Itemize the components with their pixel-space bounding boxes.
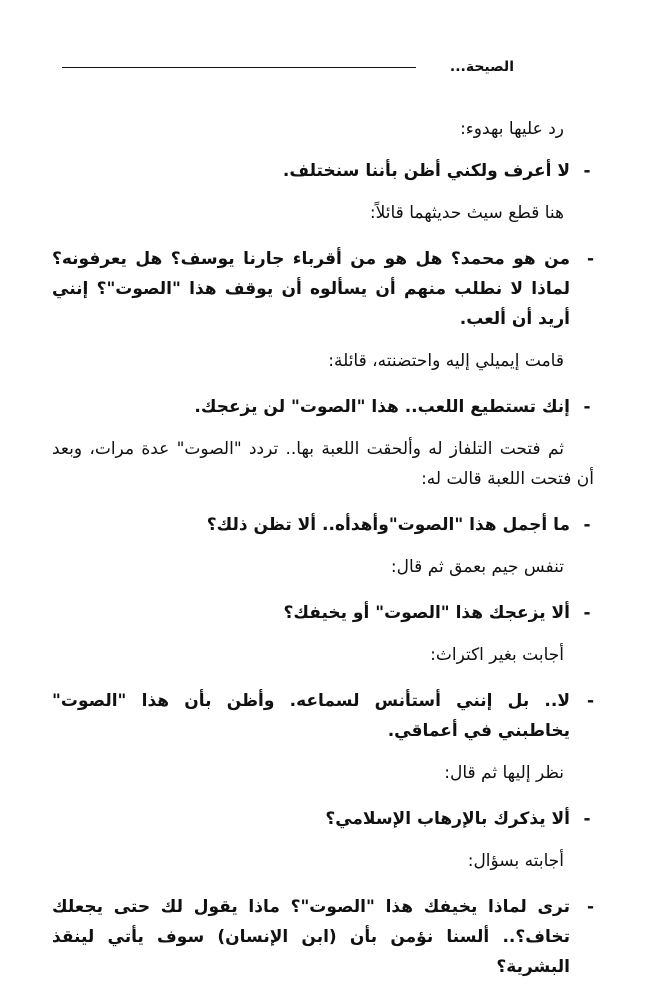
dialogue-text: إنك تستطيع اللعب.. هذا "الصوت" لن يزعجك. (194, 397, 570, 417)
narration-line: هنا قطع سيث حديثهما قائلاً: (369, 203, 564, 223)
narration-line: أجابت بغير اكتراث: (430, 645, 564, 665)
dialogue-dash: - (583, 161, 591, 181)
running-header (62, 58, 514, 82)
dialogue-text: ترى لماذا يخيفك هذا "الصوت"؟ ماذا يقول لك حتى يجعلك تخاف؟.. ألسنا نؤمن بأن (ابن الإنسان) سوف يأتي لينقذ البشرية؟ (52, 897, 570, 977)
page-body (52, 114, 594, 982)
dialogue-text: ألا يذكرك بالإرهاب الإسلامي؟ (325, 809, 570, 829)
dialogue-dash: - (586, 691, 594, 711)
dialogue-line (52, 686, 594, 746)
dialogue-line (52, 244, 594, 334)
dialogue-line (52, 598, 594, 628)
header-title: الصيحة... (449, 59, 514, 75)
dialogue-dash: - (583, 397, 591, 417)
narration-paragraph: ثم فتحت التلفاز له وألحقت اللعبة بها.. تردد "الصوت" عدة مرات، وبعد أن فتحت اللعبة قالت له: (52, 439, 594, 489)
dialogue-line (52, 892, 594, 982)
dialogue-dash: - (583, 515, 591, 535)
dialogue-text: ما أجمل هذا "الصوت"وأهدأه.. ألا تظن ذلك؟ (206, 515, 570, 535)
narration-line: رد عليها بهدوء: (460, 119, 564, 139)
dialogue-text: ألا يزعجك هذا "الصوت" أو يخيفك؟ (283, 603, 570, 623)
dialogue-dash: - (583, 809, 591, 829)
dialogue-line (52, 510, 594, 540)
dialogue-dash: - (586, 897, 594, 917)
dialogue-line (52, 392, 594, 422)
header-rule (62, 67, 416, 68)
dialogue-dash: - (583, 603, 591, 623)
narration-line: قامت إيميلي إليه واحتضنته، قائلة: (328, 351, 564, 371)
dialogue-text: لا أعرف ولكني أظن بأننا سنختلف. (282, 161, 570, 181)
dialogue-text: من هو محمد؟ هل هو من أقرباء جارنا يوسف؟ هل يعرفونه؟ لماذا لا نطلب منهم أن يسألوه أن يوقف هذا "الصوت"؟ إنني أريد أن ألعب. (52, 249, 570, 329)
dialogue-dash: - (586, 249, 594, 269)
dialogue-line (52, 804, 594, 834)
dialogue-text: لا.. بل إنني أستأنس لسماعه. وأظن بأن هذا "الصوت" يخاطبني في أعماقي. (52, 691, 570, 741)
narration-line: أجابته بسؤال: (467, 851, 564, 871)
narration-line: تنفس جيم بعمق ثم قال: (390, 557, 564, 577)
dialogue-line (52, 156, 594, 186)
narration-line: نظر إليها ثم قال: (444, 763, 564, 783)
